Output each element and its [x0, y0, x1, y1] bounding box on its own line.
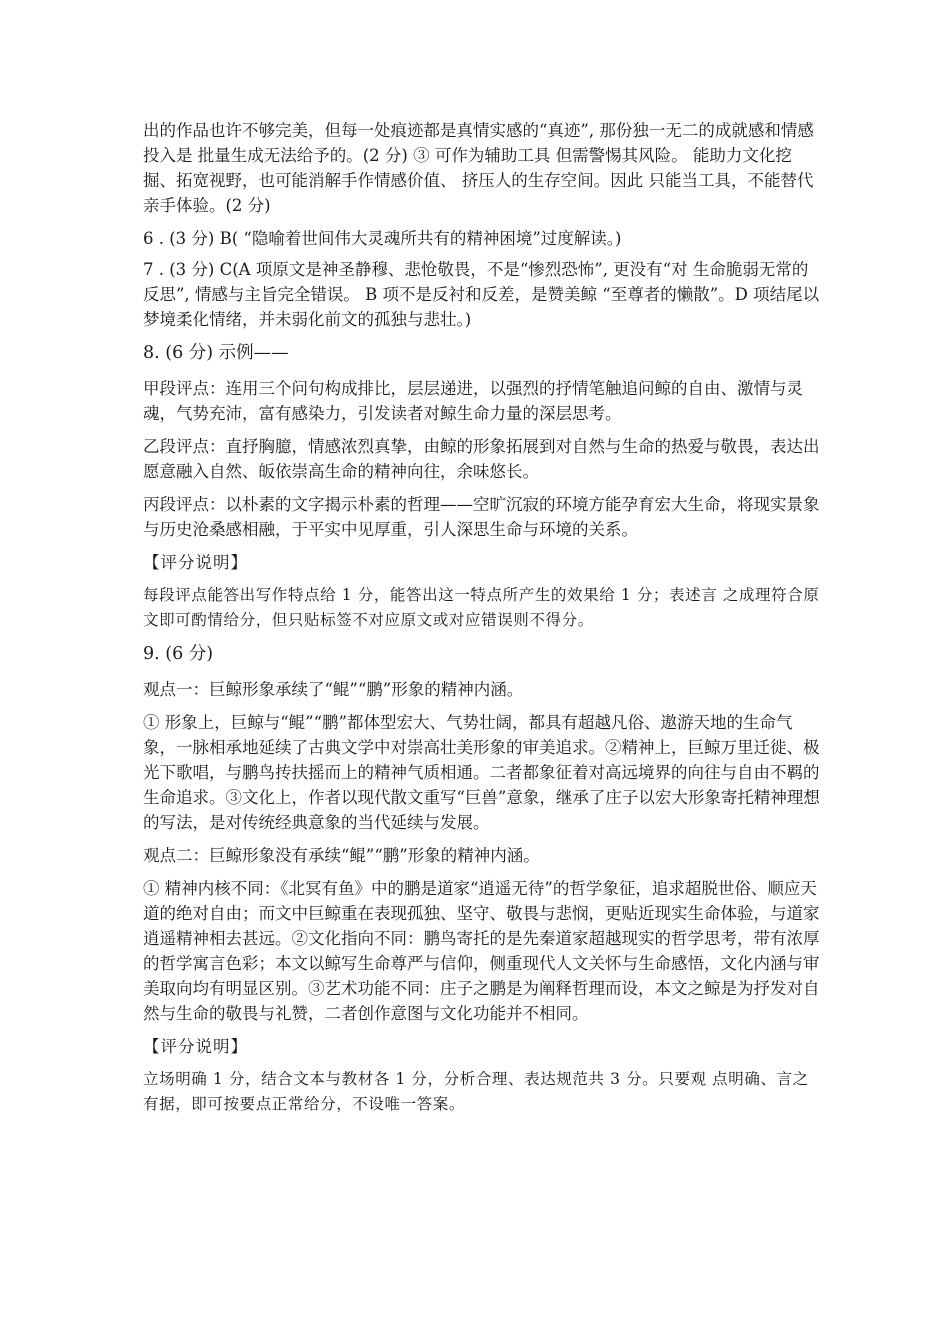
q8-comment-yi: 乙段评点：直抒胸臆，情感浓烈真挚，由鲸的形象拓展到对自然与生命的热爱与敬畏，表达出愿意融入自然、皈依崇高生命的精神向往，余味悠长。 [143, 437, 820, 481]
question-8-heading: 8. (6 分) 示例—— [143, 343, 289, 363]
q9-view2-title: 观点二：巨鲸形象没有承续“鲲”“鹏”形象的精神内涵。 [143, 846, 540, 865]
document-page [143, 118, 823, 1125]
q8-comment-bing: 丙段评点：以朴素的文字揭示朴素的哲理——空旷沉寂的环境方能孕育宏大生命，将现实景象与历史沧桑感相融，于平实中见厚重，引人深思生命与环境的关系。 [143, 495, 820, 539]
q9-view1-body: ① 形象上，巨鲸与“鲲”“鹏”都体型宏大、气势壮阔，都具有超越凡俗、遨游天地的生命气象，一脉相承地延续了古典文学中对崇高壮美形象的审美追求。②精神上，巨鲸万里迁徙、极光下歌唱，与鹏鸟抟扶摇而上的精神气质相通。二者都象征着对高远境界的向往与自由不羁的生命追求。③文化上，作者以现代散文重写“巨兽”意象，继承了庄子以宏大形象寄托精神理想的写法，是对传统经典意象的当代延续与发展。 [143, 713, 820, 832]
q9-view1-title: 观点一：巨鲸形象承续了“鲲”“鹏”形象的精神内涵。 [143, 680, 524, 699]
q9-rubric-text: 立场明确 1 分，结合文本与教材各 1 分，分析合理、表达规范共 3 分。只要观 点明确、言之有据，即可按要点正常给分，不设唯一答案。 [143, 1070, 809, 1113]
answer-7: 7 . (3 分) C(A 项原文是神圣静穆、悲怆敬畏，不是“惨烈恐怖”, 更没有“对 生命脆弱无常的反思”, 情感与主旨完全错误。 B 项不是反衬和反差，是赞美鲸 “至尊者的懒散”。D 项结尾以梦境柔化情绪，并未弱化前文的孤独与悲壮。) [143, 260, 820, 329]
q9-view2-body: ① 精神内核不同：《北冥有鱼》中的鹏是道家“逍遥无待”的哲学象征，追求超脱世俗、顺应天道的绝对自由；而文中巨鲸重在表现孤独、坚守、敬畏与悲悯，更贴近现实生命体验，与道家逍遥精神相去甚远。②文化指向不同：鹏鸟寄托的是先秦道家超越现实的哲学思考，带有浓厚的哲学寓言色彩；本文以鲸写生命尊严与信仰，侧重现代人文关怀与生命感悟，文化内涵与审美取向均有明显区别。③艺术功能不同：庄子之鹏是为阐释哲理而设，本文之鲸是为抒发对自然与生命的敬畏与礼赞，二者创作意图与文化功能并不相同。 [143, 879, 820, 1023]
question-9-heading: 9. (6 分) [143, 644, 214, 664]
answer-5-continuation: 出的作品也许不够完美，但每一处痕迹都是真情实感的“真迹”, 那份独一无二的成就感和情感投入是 批量生成无法给予的。(2 分) ③ 可作为辅助工具 但需警惕其风险。 能助力文化挖掘、拓宽视野，也可能消解手作情感价值、 挤压人的生存空间。因此 只能当工具，不能替代亲手体验。(2 分) [143, 121, 814, 215]
answer-6: 6 . (3 分) B( “隐喻着世间伟大灵魂所共有的精神困境”过度解读。) [143, 229, 622, 248]
q8-rubric-label: 【评分说明】 [143, 553, 248, 572]
q8-rubric-text: 每段评点能答出写作特点给 1 分，能答出这一特点所产生的效果给 1 分；表述言 之成理符合原文即可酌情给分，但只贴标签不对应原文或对应错误则不得分。 [143, 586, 820, 629]
q8-comment-jia: 甲段评点：连用三个问句构成排比，层层递进，以强烈的抒情笔触追问鲸的自由、激情与灵魂，气势充沛，富有感染力，引发读者对鲸生命力量的深层思考。 [143, 379, 803, 423]
q9-rubric-label: 【评分说明】 [143, 1037, 248, 1056]
